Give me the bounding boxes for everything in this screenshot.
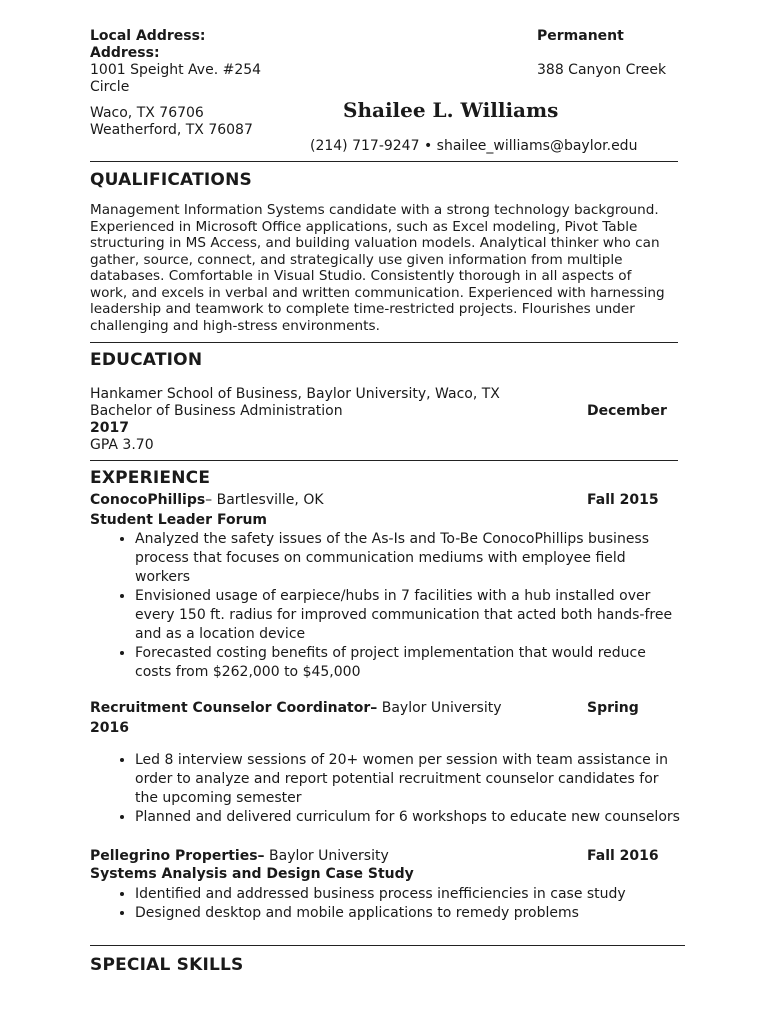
job2-org: Baylor University [377, 700, 502, 716]
email-address[interactable]: shailee_williams@baylor.edu [436, 138, 638, 154]
qualifications-line: challenging and high-stress environments. [90, 317, 380, 334]
local-address-city: Waco, TX 76706 [90, 105, 204, 121]
job1-location: – Bartlesville, OK [205, 492, 324, 508]
list-item: • Forecasted costing benefits of project implementation that would reduce costs from $262,000 to $45,000 [135, 644, 720, 682]
job1-company: ConocoPhillips [90, 492, 206, 508]
experience-heading: EXPERIENCE [90, 468, 211, 488]
job2-bullets [90, 751, 720, 827]
list-item: • Identified and addressed business process inefficiencies in case study [135, 885, 720, 904]
list-item: • Designed desktop and mobile applications to remedy problems [135, 904, 720, 923]
local-address-label: Local Address: [90, 28, 206, 44]
local-address-line1: 1001 Speight Ave. #254 [90, 62, 262, 78]
contact-line [310, 138, 637, 155]
job1-date: Fall 2015 [587, 492, 659, 508]
gpa: GPA 3.70 [90, 437, 154, 453]
education-heading: EDUCATION [90, 350, 203, 370]
qualifications-line: gather, source, connect, and strategically use given information from multiple [90, 251, 623, 268]
job3-bullets [90, 885, 720, 923]
qualifications-divider [90, 342, 678, 343]
job2-date-year: 2016 [90, 720, 129, 736]
address-label: Address: [90, 45, 160, 61]
candidate-name: Shailee L. Williams [343, 98, 559, 122]
qualifications-line: Experienced in Microsoft Office applications, such as Excel modeling, Pivot Table [90, 218, 638, 235]
address-circle: Circle [90, 79, 130, 95]
job3-date: Fall 2016 [587, 848, 659, 864]
list-item: • Led 8 interview sessions of 20+ women per session with team assistance in order to analyze and report potential recruitment counselor candidates for the upcoming semester [135, 751, 720, 808]
job1-bullets [90, 530, 720, 682]
graduation-month: December [587, 403, 667, 419]
qualifications-line: structuring in MS Access, and building valuation models. Analytical thinker who can [90, 235, 660, 251]
list-item: • Envisioned usage of earpiece/hubs in 7 facilities with a hub installed over every 150 ft. radius for improved communication that acted both hands-free and as a location device [135, 587, 720, 644]
job3-title: Systems Analysis and Design Case Study [90, 866, 414, 882]
job2-date-season: Spring [587, 700, 639, 716]
job3-header [90, 848, 389, 865]
qualifications-heading: QUALIFICATIONS [90, 170, 252, 190]
education-divider [90, 460, 678, 461]
list-item: • Analyzed the safety issues of the As-Is and To-Be ConocoPhillips business process that focuses on communication mediums with employee field workers [135, 530, 720, 587]
job1-header [90, 492, 324, 509]
qualifications-line: databases. Comfortable in Visual Studio. Consistently thorough in all aspects of [90, 268, 632, 284]
qualifications-paragraph [90, 202, 680, 334]
header-divider [90, 161, 678, 162]
phone-number: (214) 717-9247 [310, 138, 420, 154]
separator-bullet: • [423, 138, 433, 154]
qualifications-line: work, and excels in verbal and written communication. Experienced with harnessing [90, 284, 665, 301]
school-name: Hankamer School of Business, Baylor University, Waco, TX [90, 386, 500, 402]
job1-title: Student Leader Forum [90, 512, 268, 528]
qualifications-line: leadership and teamwork to complete time-restricted projects. Flourishes under [90, 301, 635, 317]
qualifications-line: Management Information Systems candidate with a strong technology background. [90, 202, 659, 218]
job3-org: Baylor University [264, 848, 389, 864]
permanent-address-line1: 388 Canyon Creek [537, 62, 667, 78]
permanent-address-city: Weatherford, TX 76087 [90, 122, 253, 138]
permanent-address-label: Permanent [537, 28, 624, 44]
degree-name: Bachelor of Business Administration [90, 403, 343, 419]
special-skills-heading: SPECIAL SKILLS [90, 955, 244, 975]
list-item: • Planned and delivered curriculum for 6 workshops to educate new counselors [135, 808, 720, 827]
experience-divider [90, 945, 685, 946]
job3-company: Pellegrino Properties– [90, 848, 265, 864]
job2-header [90, 700, 501, 717]
job2-title: Recruitment Counselor Coordinator– [90, 700, 378, 716]
graduation-year: 2017 [90, 420, 129, 436]
